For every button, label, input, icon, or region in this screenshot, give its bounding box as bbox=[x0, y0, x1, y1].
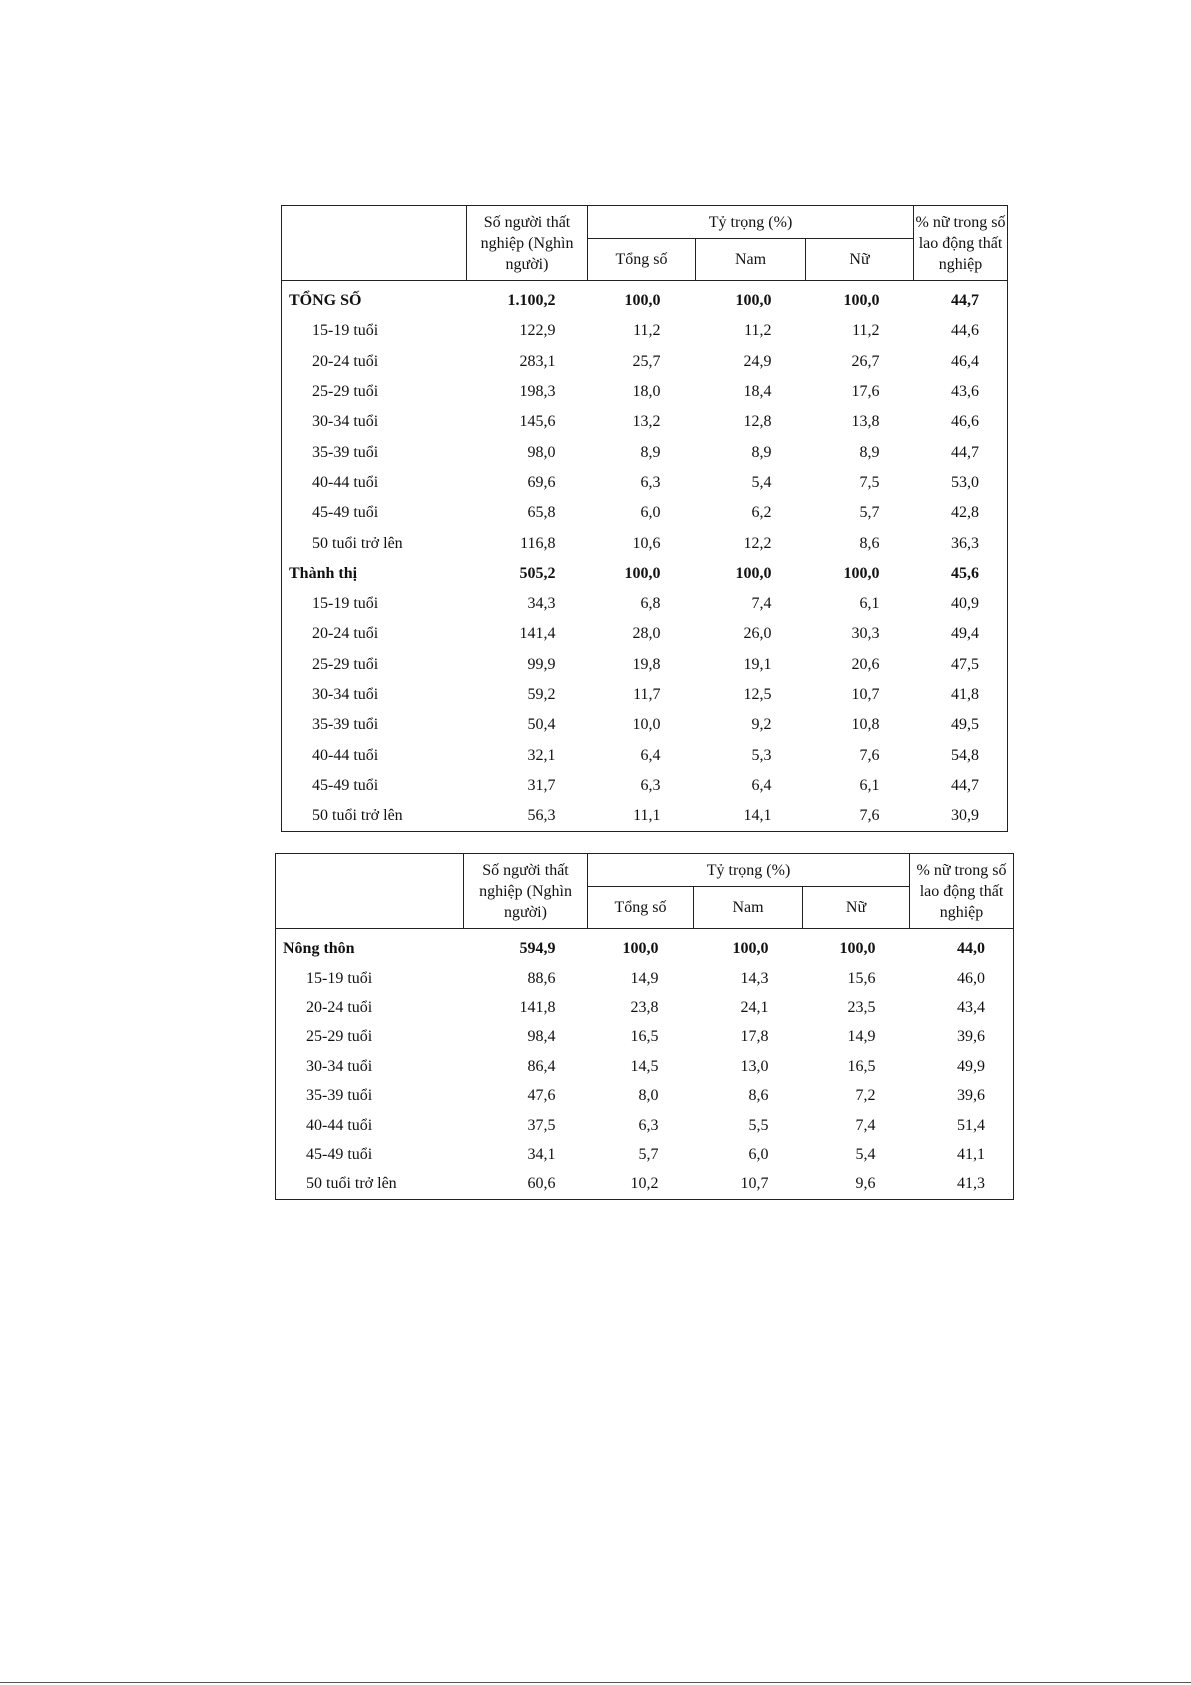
cell-tong-so: 11,2 bbox=[633, 322, 661, 340]
cell-tong-so: 6,0 bbox=[640, 504, 661, 522]
cell-pct-nu: 44,7 bbox=[951, 443, 980, 461]
cell-pct-nu: 44,6 bbox=[951, 322, 980, 340]
cell-pct-nu: 43,4 bbox=[957, 998, 986, 1016]
cell-nu: 11,2 bbox=[852, 322, 880, 340]
cell-pct-nu: 46,4 bbox=[951, 352, 980, 370]
cell-tong-so: 13,2 bbox=[632, 413, 661, 431]
table-row bbox=[282, 801, 1008, 832]
row-label: 40-44 tuổi bbox=[306, 1116, 373, 1134]
row-label: 20-24 tuổi bbox=[312, 352, 379, 370]
cell-pct-nu: 41,8 bbox=[951, 686, 980, 703]
cell-nam: 6,2 bbox=[751, 504, 772, 522]
cell-pct-nu: 51,4 bbox=[957, 1116, 986, 1134]
cell-so-nguoi: 198,3 bbox=[519, 383, 556, 401]
cell-nu: 17,6 bbox=[851, 383, 880, 401]
cell-nu: 8,6 bbox=[859, 534, 880, 552]
cell-nam: 5,5 bbox=[748, 1116, 769, 1134]
cell-nu: 6,1 bbox=[859, 776, 880, 794]
cell-tong-so: 10,0 bbox=[632, 716, 661, 734]
cell-nam: 8,9 bbox=[751, 443, 772, 461]
table-row bbox=[276, 993, 1014, 1022]
table-row bbox=[276, 963, 1014, 992]
cell-tong-so: 23,8 bbox=[630, 998, 659, 1016]
row-label: 30-34 tuổi bbox=[312, 686, 379, 703]
cell-nam: 5,3 bbox=[751, 746, 772, 764]
row-label: Thành thị bbox=[289, 564, 358, 582]
cell-so-nguoi: 141,8 bbox=[519, 998, 556, 1016]
cell-nu: 14,9 bbox=[847, 1028, 876, 1046]
cell-nu: 9,6 bbox=[855, 1175, 876, 1193]
cell-tong-so: 6,3 bbox=[640, 776, 661, 794]
cell-nam: 11,2 bbox=[744, 322, 772, 340]
cell-nam: 14,1 bbox=[743, 807, 772, 825]
cell-pct-nu: 41,1 bbox=[957, 1145, 986, 1163]
cell-nu: 20,6 bbox=[851, 655, 880, 673]
row-label: Nông thôn bbox=[283, 940, 355, 958]
cell-pct-nu: 47,5 bbox=[951, 655, 980, 673]
row-label: 50 tuổi trở lên bbox=[312, 534, 403, 552]
cell-nu: 10,7 bbox=[851, 686, 880, 703]
row-label: 15-19 tuổi bbox=[306, 969, 373, 987]
table-row bbox=[282, 619, 1008, 649]
cell-tong-so: 6,3 bbox=[638, 1116, 659, 1134]
cell-nam: 5,4 bbox=[751, 473, 772, 491]
cell-nu: 5,7 bbox=[859, 504, 880, 522]
cell-nam: 8,6 bbox=[748, 1087, 769, 1105]
cell-tong-so: 18,0 bbox=[632, 383, 661, 401]
row-label: 45-49 tuổi bbox=[306, 1145, 373, 1163]
cell-so-nguoi: 1.100,2 bbox=[507, 292, 556, 310]
header-so-nguoi: Số người thất nghiệp (Nghìn người) bbox=[464, 854, 588, 929]
header-nam: Nam bbox=[694, 887, 803, 929]
cell-so-nguoi: 145,6 bbox=[519, 413, 556, 431]
row-label: 40-44 tuổi bbox=[312, 473, 379, 491]
cell-tong-so: 6,8 bbox=[640, 595, 661, 613]
cell-nam: 100,0 bbox=[732, 940, 769, 958]
header-pct-nu: % nữ trong số lao động thất nghiệp bbox=[914, 206, 1008, 281]
cell-nam: 6,4 bbox=[751, 776, 772, 794]
row-label: 25-29 tuổi bbox=[306, 1028, 373, 1046]
cell-nu: 100,0 bbox=[839, 940, 876, 958]
table-group-row bbox=[276, 929, 1014, 964]
cell-nam: 26,0 bbox=[743, 625, 772, 643]
table-row bbox=[276, 1081, 1014, 1110]
header-tong-so: Tổng số bbox=[588, 887, 694, 929]
table-row bbox=[282, 347, 1008, 377]
cell-tong-so: 8,9 bbox=[640, 443, 661, 461]
cell-pct-nu: 49,9 bbox=[957, 1057, 986, 1075]
cell-pct-nu: 45,6 bbox=[951, 564, 980, 582]
table1-body bbox=[282, 281, 1008, 832]
cell-nam: 19,1 bbox=[743, 655, 772, 673]
cell-so-nguoi: 98,0 bbox=[527, 443, 556, 461]
cell-nam: 13,0 bbox=[740, 1057, 769, 1075]
row-label: 15-19 tuổi bbox=[312, 595, 379, 613]
cell-nam: 100,0 bbox=[735, 292, 772, 310]
cell-so-nguoi: 69,6 bbox=[527, 473, 556, 491]
header-nu: Nữ bbox=[803, 887, 910, 929]
cell-nu: 23,5 bbox=[847, 998, 876, 1016]
cell-tong-so: 6,3 bbox=[640, 473, 661, 491]
cell-tong-so: 11,1 bbox=[633, 807, 661, 825]
cell-nu: 13,8 bbox=[851, 413, 880, 431]
table-row bbox=[282, 589, 1008, 619]
cell-nam: 100,0 bbox=[735, 564, 772, 582]
table2-body bbox=[276, 929, 1014, 1200]
table-group-row bbox=[282, 281, 1008, 317]
cell-so-nguoi: 47,6 bbox=[527, 1087, 556, 1105]
cell-tong-so: 19,8 bbox=[632, 655, 661, 673]
row-label: 35-39 tuổi bbox=[312, 443, 379, 461]
cell-nu: 7,6 bbox=[859, 807, 880, 825]
cell-so-nguoi: 50,4 bbox=[527, 716, 556, 734]
cell-nu: 15,6 bbox=[847, 969, 876, 987]
cell-pct-nu: 46,6 bbox=[951, 413, 980, 431]
cell-pct-nu: 30,9 bbox=[951, 807, 980, 825]
cell-nu: 100,0 bbox=[843, 292, 880, 310]
cell-nu: 7,5 bbox=[859, 473, 880, 491]
cell-tong-so: 16,5 bbox=[630, 1028, 659, 1046]
cell-so-nguoi: 99,9 bbox=[527, 655, 556, 673]
cell-nam: 6,0 bbox=[748, 1145, 769, 1163]
row-label: 20-24 tuổi bbox=[312, 625, 379, 643]
row-label: 20-24 tuổi bbox=[306, 998, 373, 1016]
cell-pct-nu: 40,9 bbox=[951, 595, 980, 613]
cell-nu: 8,9 bbox=[859, 443, 880, 461]
cell-nam: 9,2 bbox=[751, 716, 772, 734]
cell-nu: 10,8 bbox=[851, 716, 880, 734]
table-row bbox=[276, 1022, 1014, 1051]
cell-so-nguoi: 32,1 bbox=[527, 746, 556, 764]
unemployment-table-rural bbox=[275, 853, 1014, 1200]
row-label: 40-44 tuổi bbox=[312, 746, 379, 764]
table-row bbox=[282, 528, 1008, 558]
cell-so-nguoi: 37,5 bbox=[527, 1116, 556, 1134]
cell-tong-so: 11,7 bbox=[633, 686, 661, 703]
cell-so-nguoi: 505,2 bbox=[519, 564, 556, 582]
table-row bbox=[276, 1140, 1014, 1169]
cell-pct-nu: 42,8 bbox=[951, 504, 980, 522]
cell-nam: 7,4 bbox=[751, 595, 772, 613]
cell-tong-so: 6,4 bbox=[640, 746, 661, 764]
cell-so-nguoi: 594,9 bbox=[519, 940, 556, 958]
page-footer-rule bbox=[0, 1682, 1191, 1683]
row-label: TỔNG SỐ bbox=[289, 292, 362, 310]
cell-so-nguoi: 88,6 bbox=[527, 969, 556, 987]
cell-nu: 30,3 bbox=[851, 625, 880, 643]
cell-so-nguoi: 59,2 bbox=[527, 686, 556, 703]
header-ty-trong: Tỷ trọng (%) bbox=[588, 206, 914, 239]
cell-so-nguoi: 98,4 bbox=[527, 1028, 556, 1046]
row-label: 25-29 tuổi bbox=[312, 655, 379, 673]
cell-tong-so: 25,7 bbox=[632, 352, 661, 370]
cell-nam: 24,9 bbox=[743, 352, 772, 370]
table-group-row bbox=[282, 559, 1008, 589]
cell-so-nguoi: 65,8 bbox=[527, 504, 556, 522]
table-row bbox=[276, 1110, 1014, 1139]
table-row bbox=[282, 650, 1008, 680]
cell-so-nguoi: 116,8 bbox=[520, 534, 556, 552]
cell-pct-nu: 44,0 bbox=[957, 940, 986, 958]
cell-nam: 10,7 bbox=[740, 1175, 769, 1193]
table-row bbox=[282, 437, 1008, 467]
cell-pct-nu: 49,5 bbox=[951, 716, 980, 734]
cell-pct-nu: 53,0 bbox=[951, 473, 980, 491]
table-row bbox=[276, 1169, 1014, 1199]
cell-tong-so: 14,5 bbox=[630, 1057, 659, 1075]
cell-tong-so: 100,0 bbox=[622, 940, 659, 958]
cell-tong-so: 100,0 bbox=[624, 292, 661, 310]
cell-so-nguoi: 34,3 bbox=[527, 595, 556, 613]
cell-nam: 24,1 bbox=[740, 998, 769, 1016]
header-ty-trong: Tỷ trọng (%) bbox=[588, 854, 910, 887]
cell-nu: 5,4 bbox=[855, 1145, 876, 1163]
header-pct-nu: % nữ trong số lao động thất nghiệp bbox=[910, 854, 1014, 929]
table-row bbox=[282, 407, 1008, 437]
table-row bbox=[282, 740, 1008, 770]
cell-so-nguoi: 34,1 bbox=[527, 1145, 556, 1163]
cell-nam: 12,2 bbox=[743, 534, 772, 552]
cell-pct-nu: 54,8 bbox=[951, 746, 980, 764]
cell-nam: 12,8 bbox=[743, 413, 772, 431]
cell-pct-nu: 41,3 bbox=[957, 1175, 986, 1193]
cell-so-nguoi: 60,6 bbox=[527, 1175, 556, 1193]
table-row bbox=[282, 771, 1008, 801]
cell-nu: 16,5 bbox=[847, 1057, 876, 1075]
cell-tong-so: 14,9 bbox=[630, 969, 659, 987]
table-row bbox=[282, 680, 1008, 710]
cell-tong-so: 10,6 bbox=[632, 534, 661, 552]
row-label: 35-39 tuổi bbox=[306, 1087, 373, 1105]
table-row bbox=[282, 468, 1008, 498]
row-label: 45-49 tuổi bbox=[312, 776, 379, 794]
cell-nam: 12,5 bbox=[743, 686, 772, 703]
cell-nam: 18,4 bbox=[743, 383, 772, 401]
cell-pct-nu: 44,7 bbox=[951, 292, 980, 310]
row-label: 50 tuổi trở lên bbox=[306, 1175, 397, 1193]
cell-tong-so: 8,0 bbox=[638, 1087, 659, 1105]
header-nu: Nữ bbox=[806, 239, 914, 281]
cell-tong-so: 10,2 bbox=[630, 1175, 659, 1193]
row-label: 30-34 tuổi bbox=[312, 413, 379, 431]
row-label: 45-49 tuổi bbox=[312, 504, 379, 522]
cell-so-nguoi: 122,9 bbox=[519, 322, 556, 340]
table-row bbox=[282, 710, 1008, 740]
header-nam: Nam bbox=[696, 239, 806, 281]
header-tong-so: Tổng số bbox=[588, 239, 696, 281]
cell-nu: 7,6 bbox=[859, 746, 880, 764]
row-label: 30-34 tuổi bbox=[306, 1057, 373, 1075]
row-label: 35-39 tuổi bbox=[312, 716, 379, 734]
table-row bbox=[282, 316, 1008, 346]
cell-pct-nu: 46,0 bbox=[957, 969, 986, 987]
cell-nu: 7,2 bbox=[855, 1087, 876, 1105]
cell-pct-nu: 43,6 bbox=[951, 383, 980, 401]
cell-nu: 26,7 bbox=[851, 352, 880, 370]
cell-nu: 6,1 bbox=[859, 595, 880, 613]
unemployment-table-total-urban bbox=[281, 205, 1008, 832]
cell-pct-nu: 39,6 bbox=[957, 1028, 986, 1046]
cell-nu: 100,0 bbox=[843, 564, 880, 582]
cell-tong-so: 28,0 bbox=[632, 625, 661, 643]
row-label: 50 tuổi trở lên bbox=[312, 807, 403, 825]
cell-nu: 7,4 bbox=[855, 1116, 876, 1134]
table-row bbox=[282, 377, 1008, 407]
cell-so-nguoi: 31,7 bbox=[527, 776, 556, 794]
cell-pct-nu: 39,6 bbox=[957, 1087, 986, 1105]
cell-so-nguoi: 141,4 bbox=[519, 625, 556, 643]
cell-pct-nu: 49,4 bbox=[951, 625, 980, 643]
cell-nam: 17,8 bbox=[740, 1028, 769, 1046]
header-so-nguoi: Số người thất nghiệp (Nghìn người) bbox=[467, 206, 588, 281]
table-row bbox=[276, 1052, 1014, 1081]
cell-so-nguoi: 86,4 bbox=[527, 1057, 556, 1075]
row-label: 15-19 tuổi bbox=[312, 322, 379, 340]
header-blank bbox=[282, 206, 467, 281]
cell-tong-so: 5,7 bbox=[638, 1145, 659, 1163]
header-blank bbox=[276, 854, 464, 929]
cell-pct-nu: 44,7 bbox=[951, 776, 980, 794]
cell-nam: 14,3 bbox=[740, 969, 769, 987]
cell-pct-nu: 36,3 bbox=[951, 534, 980, 552]
cell-tong-so: 100,0 bbox=[624, 564, 661, 582]
cell-so-nguoi: 56,3 bbox=[527, 807, 556, 825]
row-label: 25-29 tuổi bbox=[312, 383, 379, 401]
cell-so-nguoi: 283,1 bbox=[519, 352, 556, 370]
table-row bbox=[282, 498, 1008, 528]
